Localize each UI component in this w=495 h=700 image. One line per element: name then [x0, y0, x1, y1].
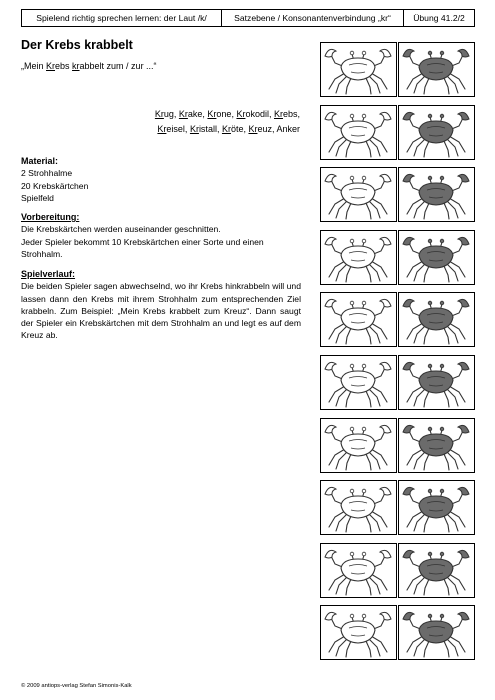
word-rest: one,	[216, 109, 237, 119]
word-rest: okodil,	[245, 109, 274, 119]
word-onset: Kr	[178, 109, 188, 119]
page-title: Der Krebs krabbelt	[21, 38, 133, 52]
gameplay-section	[21, 268, 301, 342]
crab-icon	[321, 168, 396, 221]
gameplay-heading: Spielverlauf:	[21, 269, 76, 279]
word-line-1	[155, 107, 300, 122]
material-item: Spielfeld	[21, 192, 54, 203]
material-item: 2 Strohhalme	[21, 168, 73, 179]
crab-icon	[321, 419, 396, 472]
crab-icon	[399, 231, 474, 284]
crab-card-dark	[398, 167, 475, 222]
crab-card-light	[320, 543, 397, 598]
word-onset: Kr	[273, 109, 283, 119]
crab-icon	[321, 293, 396, 346]
crab-icon	[321, 43, 396, 96]
example-sentence	[21, 61, 157, 71]
header-series-title: Spielend richtig sprechen lernen: der Laut /k/	[22, 10, 222, 26]
example-part: „Mein	[21, 61, 47, 71]
word-onset: Kr	[154, 109, 164, 119]
crab-icon	[321, 481, 396, 534]
crab-icon	[399, 293, 474, 346]
crab-card-light	[320, 355, 397, 410]
word-onset: Kr	[157, 124, 167, 134]
crab-card-dark	[398, 418, 475, 473]
crab-card-dark	[398, 230, 475, 285]
material-heading: Material:	[21, 156, 59, 166]
word-onset: Kr	[189, 124, 199, 134]
crab-icon	[399, 106, 474, 159]
crab-icon	[321, 231, 396, 284]
crab-icon	[321, 544, 396, 597]
crab-card-dark	[398, 42, 475, 97]
word-onset: Kr	[236, 109, 246, 119]
word-rest: ake,	[187, 109, 208, 119]
crab-card-dark	[398, 292, 475, 347]
crab-icon	[321, 356, 396, 409]
example-part: ebs	[55, 61, 73, 71]
crab-icon	[399, 606, 474, 659]
crab-card-light	[320, 418, 397, 473]
crab-icon	[399, 43, 474, 96]
word-rest: ug,	[163, 109, 179, 119]
gameplay-text: Die beiden Spieler sagen abwechselnd, wo ihr Krebs hinkrabbeln will und lassen dann den Krebs mit ihrem Strohhalm zum entsprechenden Ziel krabbeln. Zum Beispiel: „Mein Krebs krabbelt zum Kreuz“. Dann saugt der Spieler ein Krebskärtchen mit dem Strohhalm an und legt es auf dem Kreuz ab.	[21, 281, 301, 341]
material-section	[21, 155, 301, 204]
example-part-underlined: Kr	[46, 61, 56, 71]
word-onset: Kr	[207, 109, 217, 119]
crab-card-light	[320, 605, 397, 660]
material-item: 20 Krebskärtchen	[21, 180, 89, 191]
word-rest: ebs,	[282, 109, 300, 119]
word-onset: Kr	[248, 124, 258, 134]
crab-card-light	[320, 42, 397, 97]
crab-card-light	[320, 105, 397, 160]
crab-icon	[321, 106, 396, 159]
preparation-section	[21, 211, 301, 260]
target-word-list	[155, 107, 300, 137]
word-rest: istall,	[198, 124, 222, 134]
crab-card-dark	[398, 480, 475, 535]
crab-card-dark	[398, 543, 475, 598]
crab-icon	[321, 606, 396, 659]
preparation-text-1: Die Krebskärtchen werden auseinander geschnitten.	[21, 224, 221, 235]
crab-icon	[399, 544, 474, 597]
word-rest: öte,	[230, 124, 249, 134]
word-rest: eisel,	[166, 124, 190, 134]
word-onset: Kr	[221, 124, 231, 134]
example-part: abbelt zum / zur ...“	[79, 61, 157, 71]
example-part-underlined: kr	[72, 61, 80, 71]
header-bar	[21, 9, 475, 27]
header-level: Satzebene / Konsonantenverbindung „kr“	[222, 10, 404, 26]
copyright-footer: © 2009 antiops-verlag Stefan Simonis-Kalk	[21, 683, 132, 689]
preparation-heading: Vorbereitung:	[21, 212, 80, 222]
header-exercise-number: Übung 41.2/2	[413, 13, 465, 23]
crab-icon	[399, 168, 474, 221]
crab-card-light	[320, 480, 397, 535]
crab-icon	[399, 481, 474, 534]
crab-icon	[399, 419, 474, 472]
crab-card-light	[320, 230, 397, 285]
crab-card-dark	[398, 605, 475, 660]
crab-icon	[399, 356, 474, 409]
crab-card-light	[320, 292, 397, 347]
crab-card-light	[320, 167, 397, 222]
crab-card-dark	[398, 105, 475, 160]
word-line-2	[155, 122, 300, 137]
crab-card-dark	[398, 355, 475, 410]
preparation-text-2: Jeder Spieler bekommt 10 Krebskärtchen einer Sorte und einen Strohhalm.	[21, 236, 264, 259]
word-rest: euz, Anker	[257, 124, 300, 134]
